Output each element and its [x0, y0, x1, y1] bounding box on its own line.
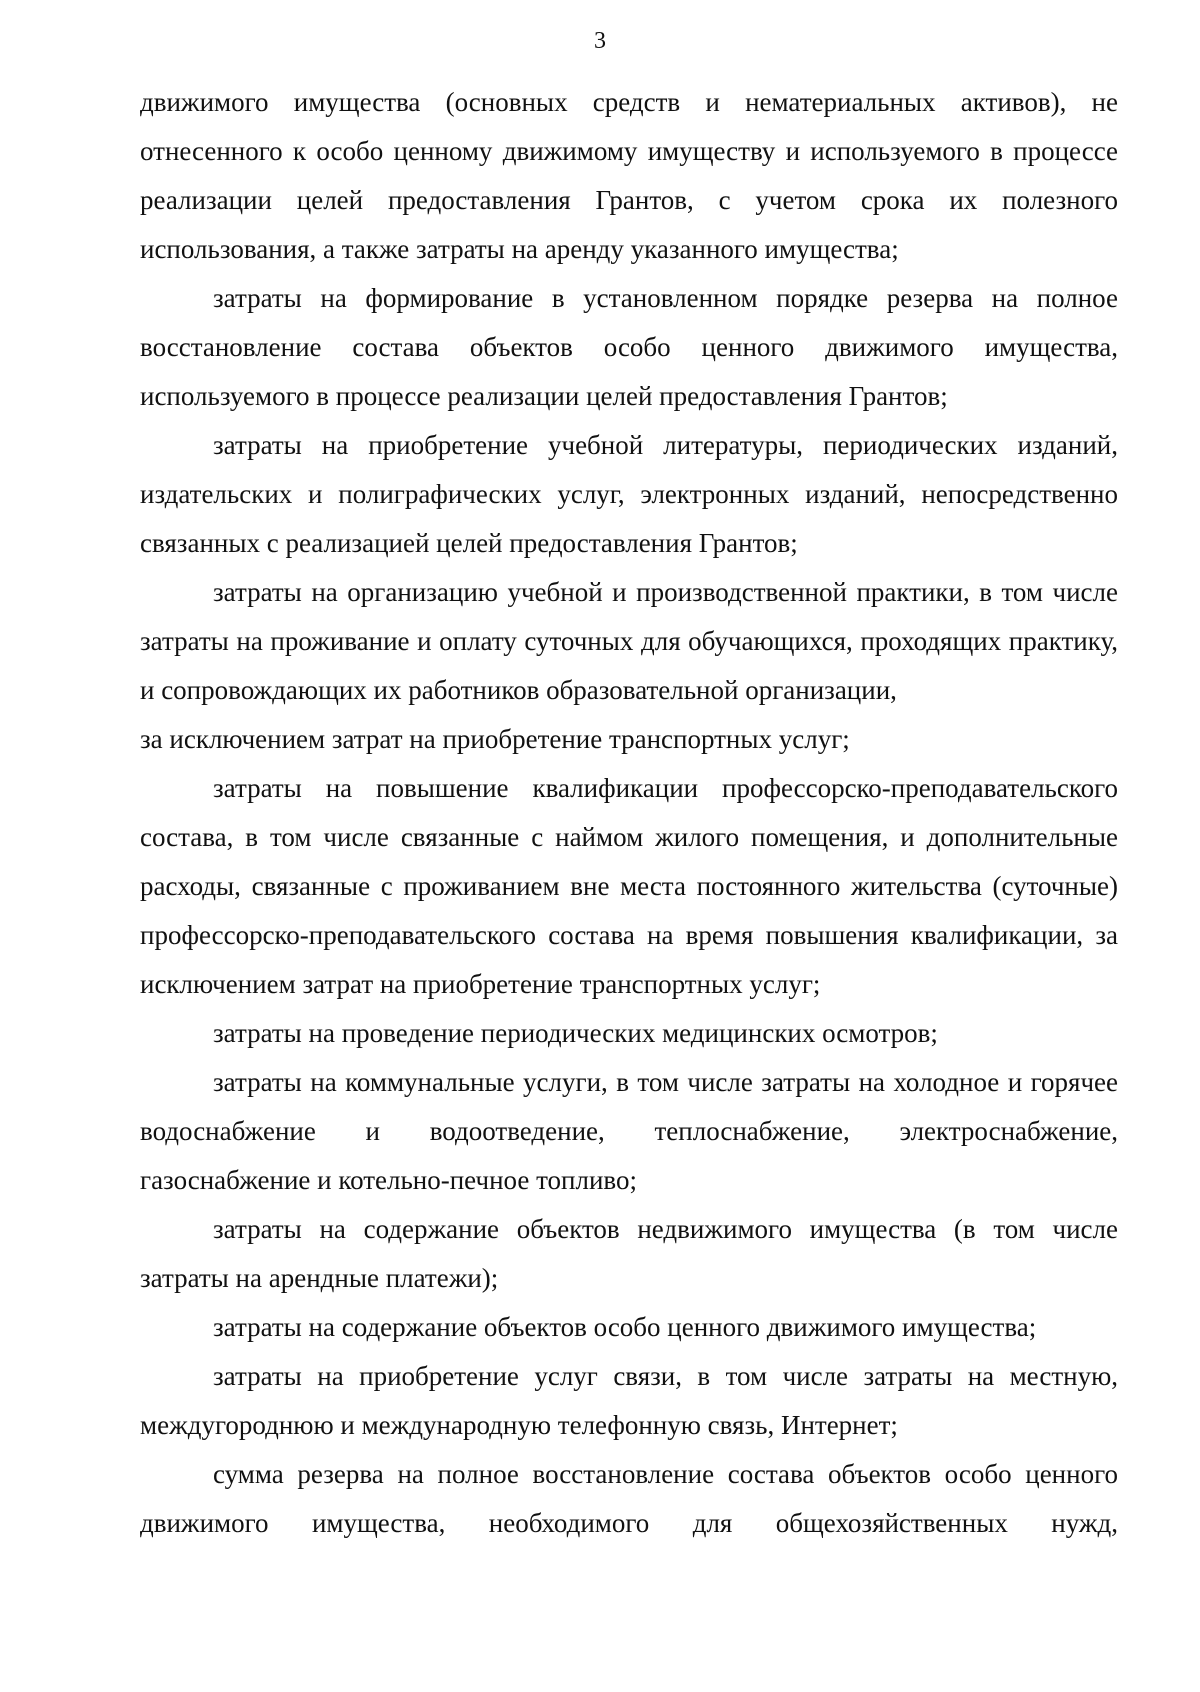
- paragraph: затраты на формирование в установленном порядке резерва на полное восстановление состава объектов особо ценного движимого имущества, используемого в процессе реализации целей предоставления Грантов;: [140, 283, 1118, 411]
- paragraph: сумма резерва на полное восстановление состава объектов особо ценного движимого имущества, необходимого для общехозяйственных нужд,: [140, 1459, 1118, 1538]
- paragraph: затраты на содержание объектов особо ценного движимого имущества;: [213, 1312, 1037, 1342]
- paragraph: за исключением затрат на приобретение транспортных услуг;: [140, 724, 850, 754]
- paragraph: затраты на приобретение услуг связи, в том числе затраты на местную, междугороднюю и международную телефонную связь, Интернет;: [140, 1361, 1118, 1440]
- paragraph: затраты на содержание объектов недвижимого имущества (в том числе затраты на арендные платежи);: [140, 1214, 1118, 1293]
- paragraph: движимого имущества (основных средств и нематериальных активов), не отнесенного к особо ценному движимому имуществу и используемого в процессе реализации целей предоставления Грантов, с учетом срока их полезного использования, а также затраты на аренду указанного имущества;: [140, 87, 1118, 264]
- paragraph: затраты на повышение квалификации профессорско-преподавательского состава, в том числе связанные с наймом жилого помещения, и дополнительные расходы, связанные с проживанием вне места постоянного жительства (суточные) профессорско-преподавательского состава на время повышения квалификации, за исключением затрат на приобретение транспортных услуг;: [140, 773, 1118, 999]
- paragraph: затраты на проведение периодических медицинских осмотров;: [213, 1018, 938, 1048]
- page-number: 3: [594, 28, 606, 54]
- paragraph: затраты на организацию учебной и производственной практики, в том числе затраты на проживание и оплату суточных для обучающихся, проходящих практику, и сопровождающих их работников образовательной организации,: [140, 577, 1118, 705]
- paragraph: затраты на приобретение учебной литературы, периодических изданий, издательских и полиграфических услуг, электронных изданий, непосредственно связанных с реализацией целей предоставления Грантов;: [140, 430, 1118, 558]
- paragraph: затраты на коммунальные услуги, в том числе затраты на холодное и горячее водоснабжение и водоотведение, теплоснабжение, электроснабжение, газоснабжение и котельно-печное топливо;: [140, 1067, 1118, 1195]
- document-body: [140, 78, 1118, 1548]
